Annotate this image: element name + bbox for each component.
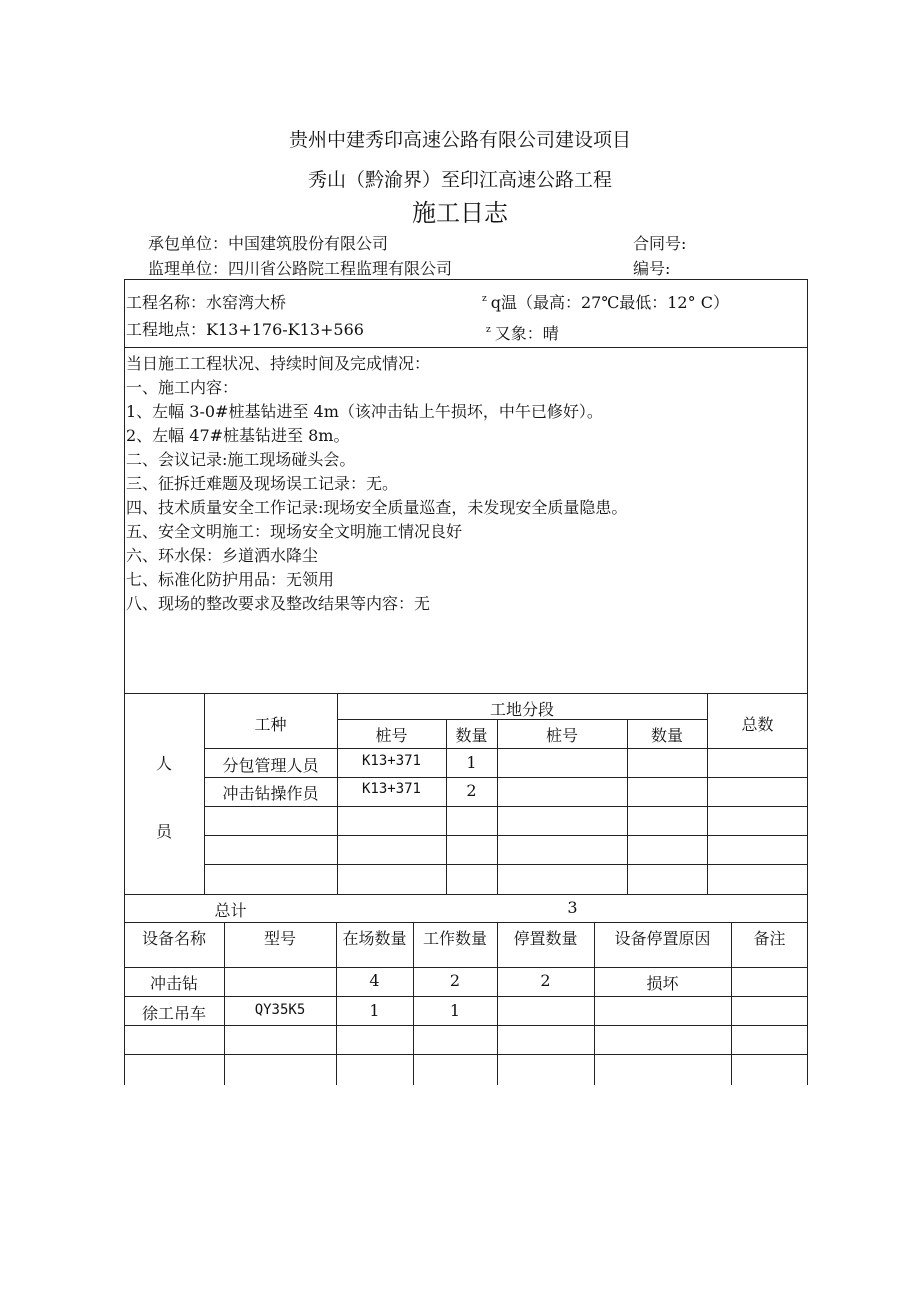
personnel-pile: K13+371	[361, 753, 421, 769]
equip-header-model: 型号	[263, 929, 296, 948]
divider	[124, 922, 808, 923]
divider	[124, 693, 808, 694]
supervisor-value: 四川省公路院工程监理有限公司	[228, 259, 453, 278]
personnel-side-label-1: 人	[155, 754, 172, 773]
temperature	[482, 290, 729, 313]
weather	[486, 321, 559, 344]
personnel-qty: 2	[466, 781, 477, 800]
work-line: 五、安全文明施工：现场安全文明施工情况良好	[126, 522, 463, 541]
serial-label: 编号:	[633, 259, 671, 278]
doc-title: 施工日志	[412, 199, 508, 227]
work-line: 八、现场的整改要求及整改结果等内容：无	[126, 594, 431, 613]
work-line: 四、技术质量安全工作记录:现场安全质量巡查，未发现安全质量隐患。	[126, 498, 628, 517]
divider	[204, 806, 808, 807]
col-header-type: 工种	[254, 715, 287, 734]
equip-working: 2	[449, 971, 461, 990]
divider	[124, 894, 808, 895]
project-name-value: 水窑湾大桥	[206, 293, 287, 312]
divider	[124, 1054, 808, 1055]
personnel-pile: K13+371	[361, 781, 421, 797]
personnel-total-value: 3	[567, 898, 578, 917]
personnel-type: 冲击钻操作员	[222, 784, 319, 803]
divider	[124, 996, 808, 997]
header-line-2: 秀山（黔渝界）至印江高速公路工程	[307, 169, 612, 191]
work-line: 2、左幅 47#桩基钻进至 8m。	[126, 426, 350, 445]
equip-onsite: 1	[369, 1001, 380, 1020]
temperature-value: q温（最高：27℃最低：12° C）	[490, 293, 729, 312]
supervisor-row	[148, 256, 452, 279]
equip-header-idle: 停置数量	[513, 929, 578, 948]
equip-name: 冲击钻	[149, 974, 198, 993]
col-header-pile-1: 桩号	[375, 726, 408, 745]
divider	[204, 835, 808, 836]
divider	[204, 864, 808, 865]
contractor-row	[148, 231, 388, 254]
header-line-1: 贵州中建秀印高速公路有限公司建设项目	[288, 129, 631, 151]
contract-no-label: 合同号:	[633, 234, 687, 253]
equip-working: 1	[449, 1001, 461, 1020]
work-line: 一、施工内容：	[126, 378, 239, 397]
divider	[124, 967, 808, 968]
divider	[124, 1025, 808, 1026]
weather-mark: z	[486, 325, 491, 335]
work-line: 七、标准化防护用品：无领用	[126, 570, 335, 589]
equip-name: 徐工吊车	[141, 1004, 206, 1023]
equip-header-reason: 设备停置原因	[614, 929, 711, 948]
work-heading: 当日施工工程状况、持续时间及完成情况：	[126, 354, 431, 373]
equip-reason: 损坏	[646, 974, 679, 993]
contractor-label: 承包单位：	[148, 234, 229, 253]
equip-header-working: 工作数量	[422, 929, 487, 948]
divider	[204, 748, 808, 749]
equip-onsite: 4	[369, 971, 380, 990]
contractor-value: 中国建筑股份有限公司	[228, 234, 389, 253]
work-line: 六、环水保：乡道洒水降尘	[126, 546, 319, 565]
equip-header-name: 设备名称	[141, 929, 206, 948]
equip-header-onsite: 在场数量	[342, 929, 407, 948]
equip-header-note: 备注	[753, 929, 786, 948]
personnel-qty: 1	[466, 753, 477, 772]
project-location-label: 工程地点：	[126, 320, 207, 339]
equip-idle: 2	[540, 971, 551, 990]
personnel-type: 分包管理人员	[222, 756, 319, 775]
project-location-value: K13+176-K13+566	[206, 320, 364, 339]
col-header-section: 工地分段	[489, 700, 554, 719]
project-name-label: 工程名称：	[126, 293, 207, 312]
col-header-total: 总数	[741, 715, 774, 734]
project-location	[126, 317, 364, 340]
supervisor-label: 监理单位：	[148, 259, 229, 278]
personnel-side-label-2: 员	[155, 822, 172, 841]
divider	[124, 347, 808, 348]
col-header-qty-1: 数量	[455, 726, 488, 745]
work-line: 三、征拆迁难题及现场误工记录：无。	[126, 474, 399, 493]
work-line: 1、左幅 3-0#桩基钻进至 4m（该冲击钻上午损坏，中午已修好）。	[126, 402, 603, 421]
col-header-qty-2: 数量	[650, 726, 683, 745]
col-header-pile-2: 桩号	[545, 726, 578, 745]
divider	[204, 777, 808, 778]
weather-value: 又象：晴	[494, 324, 559, 343]
work-line: 二、会议记录:施工现场碰头会。	[126, 450, 356, 469]
project-name	[126, 290, 286, 313]
personnel-total-label: 总计	[214, 901, 247, 920]
temperature-mark: z	[482, 294, 487, 304]
equip-model: QY35K5	[254, 1002, 306, 1018]
